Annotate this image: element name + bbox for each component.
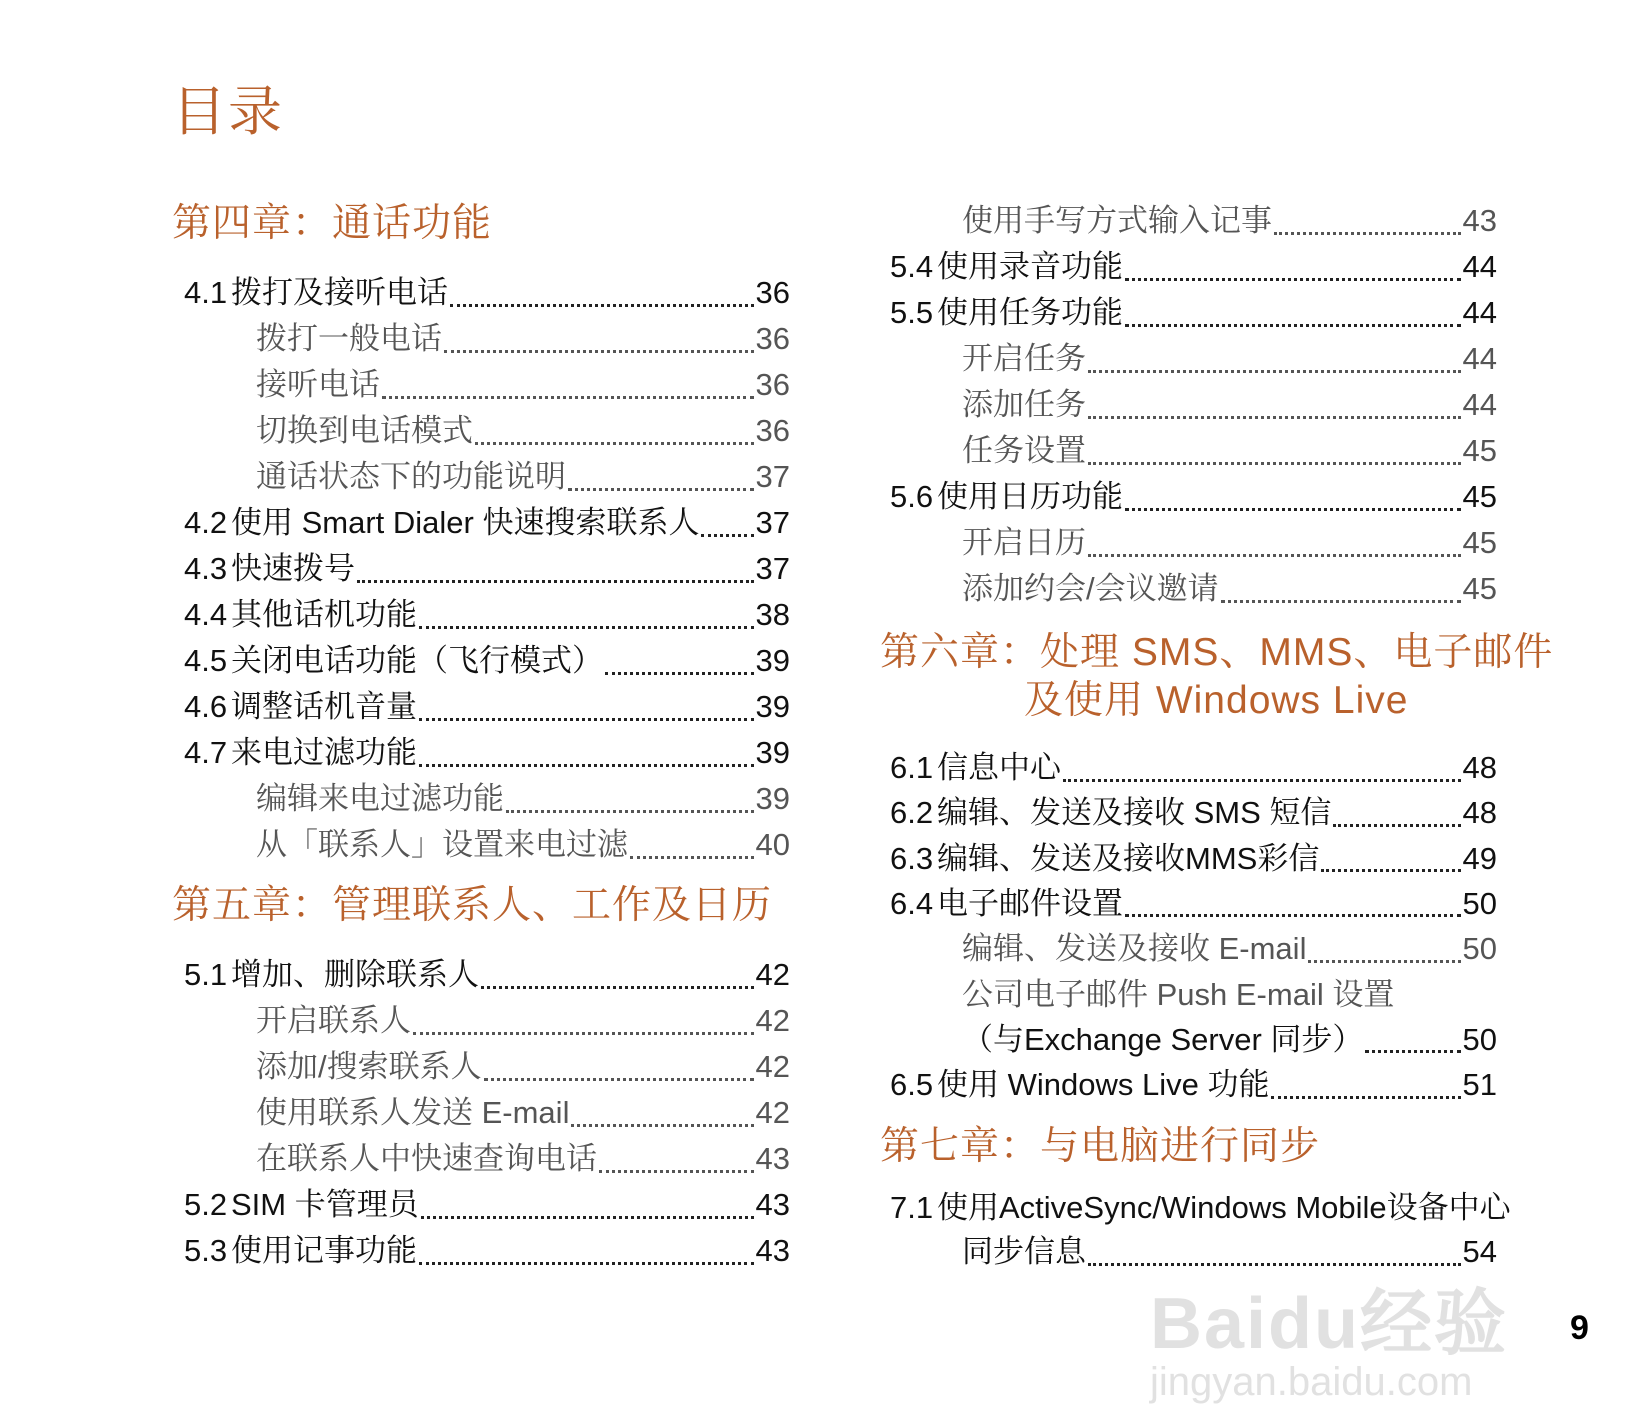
toc-entry-label: 开启联系人 (256, 1003, 411, 1038)
toc-entry[interactable] (256, 319, 790, 359)
dot-leader (484, 1078, 754, 1081)
dot-leader (450, 304, 754, 307)
watermark (1150, 1284, 1509, 1404)
chapter-6-heading-line2: 及使用 Windows Live (1024, 679, 1409, 722)
dot-leader (1088, 1263, 1461, 1266)
toc-entry-page: 44 (1462, 295, 1497, 330)
toc-entry-label: 开启日历 (962, 525, 1086, 560)
toc-entry[interactable] (962, 569, 1497, 609)
toc-entry-label: SIM 卡管理员 (231, 1187, 419, 1222)
toc-entry-number: 4.7 (184, 735, 228, 770)
toc-entry[interactable] (890, 477, 1497, 517)
toc-entry[interactable] (962, 929, 1497, 969)
toc-entry-page: 43 (1462, 203, 1497, 238)
toc-entry[interactable] (962, 201, 1497, 241)
dot-leader (630, 856, 754, 859)
toc-entry[interactable] (256, 779, 790, 819)
toc-entry-number: 5.3 (184, 1233, 228, 1268)
toc-entry[interactable] (256, 1001, 790, 1041)
dot-leader (599, 1170, 754, 1173)
toc-entry[interactable] (184, 595, 790, 635)
dot-leader (1125, 278, 1461, 281)
toc-entry-page: 36 (755, 413, 790, 448)
toc-entry-number: 5.4 (890, 249, 934, 284)
dot-leader (1308, 960, 1460, 963)
toc-entry-label: 从「联系人」设置来电过滤 (256, 827, 628, 862)
toc-entry[interactable] (962, 385, 1497, 425)
toc-entry-page: 45 (1462, 571, 1497, 606)
toc-entry-number: 5.1 (184, 957, 228, 992)
toc-entry-page: 43 (755, 1233, 790, 1268)
toc-entry-label: 增加、删除联系人 (231, 957, 479, 992)
toc-entry-label: 使用手写方式输入记事 (962, 203, 1272, 238)
toc-entry-label: 编辑、发送及接收MMS彩信 (937, 840, 1320, 876)
toc-entry-label: 拨打及接听电话 (231, 275, 448, 310)
watermark-logo: Baidu经验 (1150, 1284, 1509, 1364)
toc-entry-page: 40 (755, 827, 790, 862)
toc-entry-page: 54 (1462, 1234, 1497, 1269)
toc-entry-label: 拨打一般电话 (256, 321, 442, 356)
dot-leader (1221, 600, 1461, 603)
toc-entry-page: 44 (1462, 387, 1497, 422)
toc-entry-label: 快速拨号 (231, 551, 355, 586)
toc-entry[interactable] (890, 793, 1497, 833)
toc-entry[interactable] (184, 955, 790, 995)
toc-entry-label: 使用记事功能 (231, 1233, 417, 1268)
toc-entry-page: 37 (755, 459, 790, 494)
toc-entry-label: 使用 Windows Live 功能 (937, 1067, 1270, 1103)
toc-entry[interactable] (184, 687, 790, 727)
toc-entry-number: 4.2 (184, 505, 228, 540)
toc-entry-page: 50 (1462, 885, 1497, 921)
dot-leader (1274, 232, 1461, 235)
dot-leader (1063, 779, 1461, 782)
dot-leader (419, 1262, 754, 1265)
dot-leader (413, 1032, 754, 1035)
toc-entry-label: 调整话机音量 (231, 689, 417, 724)
toc-entry-number: 6.2 (890, 795, 934, 831)
toc-entry[interactable] (184, 273, 790, 313)
toc-entry-label: 关闭电话功能（飞行模式） (231, 643, 603, 678)
toc-entry-page: 42 (755, 1095, 790, 1130)
dot-leader (419, 626, 754, 629)
toc-entry-page: 51 (1462, 1067, 1497, 1103)
toc-entry-label: 编辑、发送及接收 SMS 短信 (937, 795, 1332, 831)
toc-entry-page: 45 (1462, 433, 1497, 468)
dot-leader (605, 672, 754, 675)
dot-leader (1125, 324, 1461, 327)
toc-entry-label: 使用录音功能 (937, 249, 1123, 284)
toc-entry-number: 7.1 (890, 1190, 934, 1225)
dot-leader (1333, 824, 1460, 827)
toc-entry-number: 6.1 (890, 750, 934, 785)
toc-entry-page: 42 (755, 1049, 790, 1084)
dot-leader (1125, 914, 1461, 917)
toc-entry-number: 4.4 (184, 597, 228, 632)
toc-entry-label: 公司电子邮件 Push E-mail 设置 (962, 976, 1395, 1012)
toc-entry-label: 其他话机功能 (231, 597, 417, 632)
toc-entry[interactable] (890, 247, 1497, 287)
toc-entry-label: 来电过滤功能 (231, 735, 417, 770)
dot-leader (1365, 1050, 1460, 1053)
dot-leader (1088, 462, 1461, 465)
toc-entry[interactable] (962, 339, 1497, 379)
toc-entry-label: 信息中心 (937, 750, 1061, 785)
page-title: 目录 (172, 82, 284, 142)
toc-entry-number: 6.3 (890, 840, 934, 876)
toc-entry[interactable] (962, 1232, 1497, 1272)
dot-leader (357, 580, 754, 583)
toc-entry-label: 通话状态下的功能说明 (256, 459, 566, 494)
chapter-5-heading: 第五章：管理联系人、工作及日历 (172, 884, 773, 927)
toc-entry-label: 任务设置 (962, 433, 1086, 468)
toc-entry-number: 5.6 (890, 479, 934, 514)
toc-entry[interactable] (962, 1020, 1497, 1060)
toc-entry-page: 42 (755, 1003, 790, 1038)
dot-leader (1088, 554, 1461, 557)
toc-entry[interactable] (256, 365, 790, 405)
toc-entry-page: 49 (1462, 840, 1497, 876)
dot-leader (1321, 869, 1460, 872)
toc-entry[interactable] (256, 1139, 790, 1179)
toc-entry[interactable] (184, 549, 790, 589)
toc-entry-label: 切换到电话模式 (256, 413, 473, 448)
toc-entry-page: 44 (1462, 249, 1497, 284)
toc-entry-page: 50 (1462, 1021, 1497, 1057)
toc-entry-label: 在联系人中快速查询电话 (256, 1141, 597, 1176)
dot-leader (444, 350, 754, 353)
toc-entry-page: 42 (755, 957, 790, 992)
dot-leader (481, 986, 754, 989)
toc-entry[interactable] (256, 1093, 790, 1133)
toc-entry-label: 添加/搜索联系人 (256, 1049, 482, 1084)
toc-entry[interactable] (890, 748, 1497, 788)
toc-entry-label: 编辑来电过滤功能 (256, 781, 504, 816)
dot-leader (1088, 416, 1461, 419)
toc-entry[interactable] (184, 733, 790, 773)
dot-leader (701, 534, 753, 537)
toc-entry-number: 4.6 (184, 689, 228, 724)
toc-entry-label: 电子邮件设置 (937, 885, 1123, 921)
toc-entry-number: 6.4 (890, 885, 934, 921)
toc-entry-page: 39 (755, 781, 790, 816)
dot-leader (1088, 370, 1461, 373)
dot-leader (382, 396, 754, 399)
toc-entry-page: 37 (755, 505, 790, 540)
toc-entry-page: 36 (755, 367, 790, 402)
toc-entry[interactable] (184, 1185, 790, 1225)
toc-entry-page: 48 (1462, 795, 1497, 831)
toc-entry[interactable] (184, 1231, 790, 1271)
toc-entry-page: 43 (755, 1141, 790, 1176)
toc-entry-number: 6.5 (890, 1067, 934, 1103)
toc-entry[interactable] (184, 641, 790, 681)
toc-entry-label: 同步信息 (962, 1234, 1086, 1269)
toc-entry[interactable] (890, 884, 1497, 924)
toc-entry-page: 39 (755, 643, 790, 678)
toc-entry[interactable] (184, 503, 790, 543)
toc-entry[interactable] (962, 431, 1497, 471)
toc-entry[interactable] (256, 1047, 790, 1087)
toc-entry-label: 使用 Smart Dialer 快速搜索联系人 (231, 505, 700, 540)
toc-entry-number: 5.5 (890, 295, 934, 330)
toc-entry[interactable] (256, 411, 790, 451)
chapter-6-heading: 第六章：处理 SMS、MMS、电子邮件 (880, 631, 1554, 674)
toc-entry[interactable] (890, 1065, 1497, 1105)
dot-leader (419, 718, 754, 721)
toc-entry-page: 38 (755, 597, 790, 632)
toc-entry-page: 36 (755, 275, 790, 310)
dot-leader (421, 1216, 754, 1219)
toc-entry-number: 4.1 (184, 275, 228, 310)
toc-entry-label: （与Exchange Server 同步） (962, 1021, 1364, 1057)
toc-entry-page: 45 (1462, 525, 1497, 560)
toc-entry-label: 使用联系人发送 E-mail (256, 1095, 570, 1130)
toc-entry-page: 43 (755, 1187, 790, 1222)
dot-leader (571, 1124, 753, 1127)
toc-entry-label: 接听电话 (256, 367, 380, 402)
toc-entry-label: 使用ActiveSync/Windows Mobile设备中心 (937, 1190, 1511, 1225)
toc-entry-label: 编辑、发送及接收 E-mail (962, 931, 1307, 967)
toc-entry[interactable] (890, 839, 1497, 879)
chapter-7-heading: 第七章：与电脑进行同步 (880, 1125, 1321, 1168)
dot-leader (1271, 1096, 1460, 1099)
toc-entry-page: 39 (755, 689, 790, 724)
toc-entry-page: 48 (1462, 750, 1497, 785)
toc-entry[interactable] (256, 457, 790, 497)
toc-entry-page: 44 (1462, 341, 1497, 376)
toc-entry-page: 37 (755, 551, 790, 586)
watermark-url: jingyan.baidu.com (1150, 1360, 1473, 1404)
toc-entry-label: 使用日历功能 (937, 479, 1123, 514)
toc-entry-label: 使用任务功能 (937, 295, 1123, 330)
toc-entry-label: 开启任务 (962, 341, 1086, 376)
toc-entry-page: 39 (755, 735, 790, 770)
toc-entry-page: 50 (1462, 931, 1497, 967)
toc-entry-label: 添加约会/会议邀请 (962, 571, 1219, 606)
toc-entry-label: 添加任务 (962, 387, 1086, 422)
dot-leader (419, 764, 754, 767)
toc-entry[interactable] (256, 825, 790, 865)
toc-entry[interactable] (890, 1188, 1511, 1228)
toc-entry-number: 4.5 (184, 643, 228, 678)
toc-entry-page: 45 (1462, 479, 1497, 514)
toc-entry-number: 4.3 (184, 551, 228, 586)
page-number: 9 (1570, 1309, 1589, 1347)
toc-entry[interactable] (890, 293, 1497, 333)
dot-leader (475, 442, 754, 445)
toc-entry-number: 5.2 (184, 1187, 228, 1222)
dot-leader (506, 810, 754, 813)
chapter-4-heading: 第四章：通话功能 (172, 202, 493, 245)
toc-entry[interactable] (962, 523, 1497, 563)
toc-entry-page: 36 (755, 321, 790, 356)
dot-leader (568, 488, 754, 491)
toc-entry[interactable] (962, 975, 1394, 1015)
dot-leader (1125, 508, 1461, 511)
